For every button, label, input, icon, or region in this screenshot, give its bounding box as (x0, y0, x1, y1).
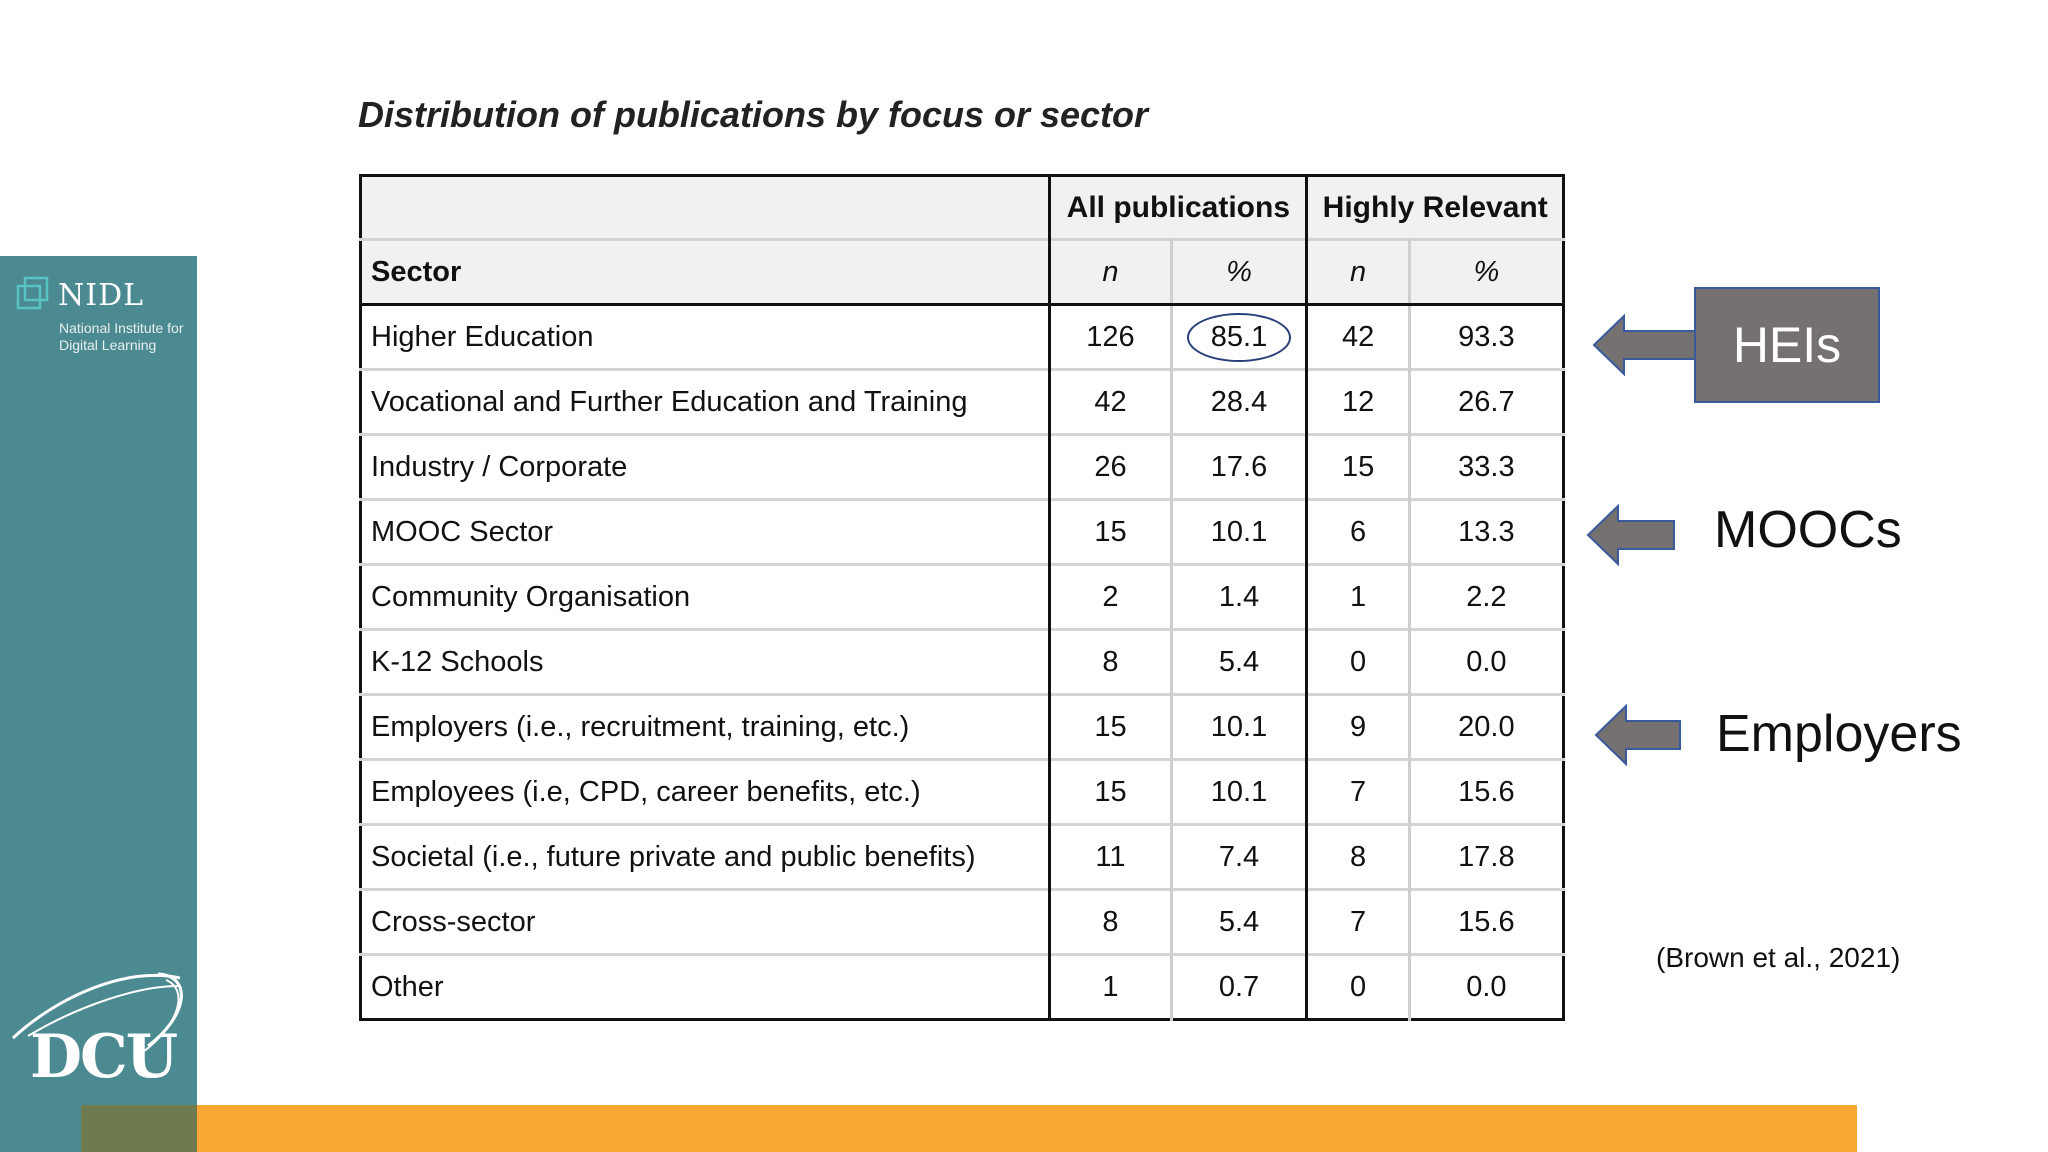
table-row (361, 565, 1564, 630)
publications-table (359, 174, 1565, 1021)
cell-all-percent (1171, 305, 1307, 370)
slide-title: Distribution of publications by focus or sector (358, 94, 1149, 135)
table-row (361, 825, 1564, 890)
cell-all-percent: 17.6 (1171, 435, 1307, 500)
cell-relevant-n: 42 (1307, 305, 1409, 370)
cell-all-percent: 0.7 (1171, 955, 1307, 1020)
table-row (361, 370, 1564, 435)
cell-all-percent: 10.1 (1171, 695, 1307, 760)
header-highly-relevant: Highly Relevant (1307, 176, 1564, 240)
table-sub-header-row (361, 240, 1564, 305)
cell-sector: K-12 Schools (361, 630, 1050, 695)
cell-sector: Vocational and Further Education and Training (361, 370, 1050, 435)
cell-relevant-percent: 13.3 (1409, 500, 1563, 565)
sidebar-panel (0, 256, 197, 1152)
cell-sector: Community Organisation (361, 565, 1050, 630)
cell-all-n: 1 (1050, 955, 1171, 1020)
highlight-circle: 85.1 (1187, 313, 1291, 362)
table-row (361, 760, 1564, 825)
header-sector: Sector (361, 240, 1050, 305)
table-row (361, 630, 1564, 695)
heis-callout: HEIs (1694, 287, 1880, 403)
table-row (361, 890, 1564, 955)
cell-relevant-percent: 26.7 (1409, 370, 1563, 435)
table-row (361, 955, 1564, 1020)
cell-relevant-percent: 0.0 (1409, 630, 1563, 695)
cell-relevant-percent: 33.3 (1409, 435, 1563, 500)
footer-accent-overlap (81, 1105, 197, 1152)
dcu-logo (8, 956, 188, 1096)
cell-relevant-n: 15 (1307, 435, 1409, 500)
cell-relevant-n: 9 (1307, 695, 1409, 760)
left-arrow-icon (1592, 313, 1698, 377)
table-row (361, 435, 1564, 500)
nidl-subtitle: National Institute for Digital Learning (59, 320, 184, 353)
cell-all-percent: 10.1 (1171, 500, 1307, 565)
cell-sector: Societal (i.e., future private and public benefits) (361, 825, 1050, 890)
cell-sector: MOOC Sector (361, 500, 1050, 565)
header-relevant-percent: % (1409, 240, 1563, 305)
header-all-percent: % (1171, 240, 1307, 305)
cell-relevant-n: 0 (1307, 955, 1409, 1020)
cell-sector: Cross-sector (361, 890, 1050, 955)
cell-all-n: 126 (1050, 305, 1171, 370)
cell-all-n: 11 (1050, 825, 1171, 890)
cell-all-percent: 5.4 (1171, 630, 1307, 695)
cell-all-percent: 7.4 (1171, 825, 1307, 890)
cell-all-n: 15 (1050, 760, 1171, 825)
cell-relevant-n: 0 (1307, 630, 1409, 695)
moocs-callout: MOOCs (1714, 501, 1902, 559)
cell-sector: Higher Education (361, 305, 1050, 370)
cell-sector: Employees (i.e, CPD, career benefits, etc.) (361, 760, 1050, 825)
employers-callout: Employers (1716, 705, 1962, 763)
cell-all-n: 8 (1050, 890, 1171, 955)
cell-all-n: 26 (1050, 435, 1171, 500)
cell-relevant-n: 8 (1307, 825, 1409, 890)
cell-relevant-n: 7 (1307, 890, 1409, 955)
cell-all-percent: 1.4 (1171, 565, 1307, 630)
table-row (361, 695, 1564, 760)
header-relevant-n: n (1307, 240, 1409, 305)
left-arrow-icon (1594, 703, 1682, 767)
table-row (361, 500, 1564, 565)
cell-all-percent: 28.4 (1171, 370, 1307, 435)
cell-sector: Other (361, 955, 1050, 1020)
footer-accent-bar (81, 1105, 1857, 1152)
cell-relevant-percent: 93.3 (1409, 305, 1563, 370)
cell-relevant-percent: 17.8 (1409, 825, 1563, 890)
nidl-logo-icon (16, 276, 50, 310)
cell-sector: Industry / Corporate (361, 435, 1050, 500)
cell-relevant-percent: 0.0 (1409, 955, 1563, 1020)
header-all-n: n (1050, 240, 1171, 305)
header-blank-cell (361, 176, 1050, 240)
cell-all-percent: 10.1 (1171, 760, 1307, 825)
cell-relevant-percent: 20.0 (1409, 695, 1563, 760)
cell-all-n: 15 (1050, 695, 1171, 760)
cell-relevant-n: 7 (1307, 760, 1409, 825)
cell-relevant-percent: 15.6 (1409, 890, 1563, 955)
table-row (361, 305, 1564, 370)
left-arrow-icon (1586, 503, 1676, 567)
cell-all-n: 2 (1050, 565, 1171, 630)
table-group-header-row (361, 176, 1564, 240)
dcu-name: DCU (30, 1022, 177, 1092)
citation: (Brown et al., 2021) (1656, 942, 1901, 973)
nidl-name: NIDL (58, 278, 145, 313)
cell-all-percent: 5.4 (1171, 890, 1307, 955)
cell-relevant-n: 1 (1307, 565, 1409, 630)
header-all-publications: All publications (1050, 176, 1307, 240)
cell-relevant-n: 12 (1307, 370, 1409, 435)
cell-all-n: 8 (1050, 630, 1171, 695)
cell-all-n: 42 (1050, 370, 1171, 435)
cell-relevant-percent: 15.6 (1409, 760, 1563, 825)
cell-relevant-n: 6 (1307, 500, 1409, 565)
cell-sector: Employers (i.e., recruitment, training, etc.) (361, 695, 1050, 760)
cell-relevant-percent: 2.2 (1409, 565, 1563, 630)
cell-all-n: 15 (1050, 500, 1171, 565)
